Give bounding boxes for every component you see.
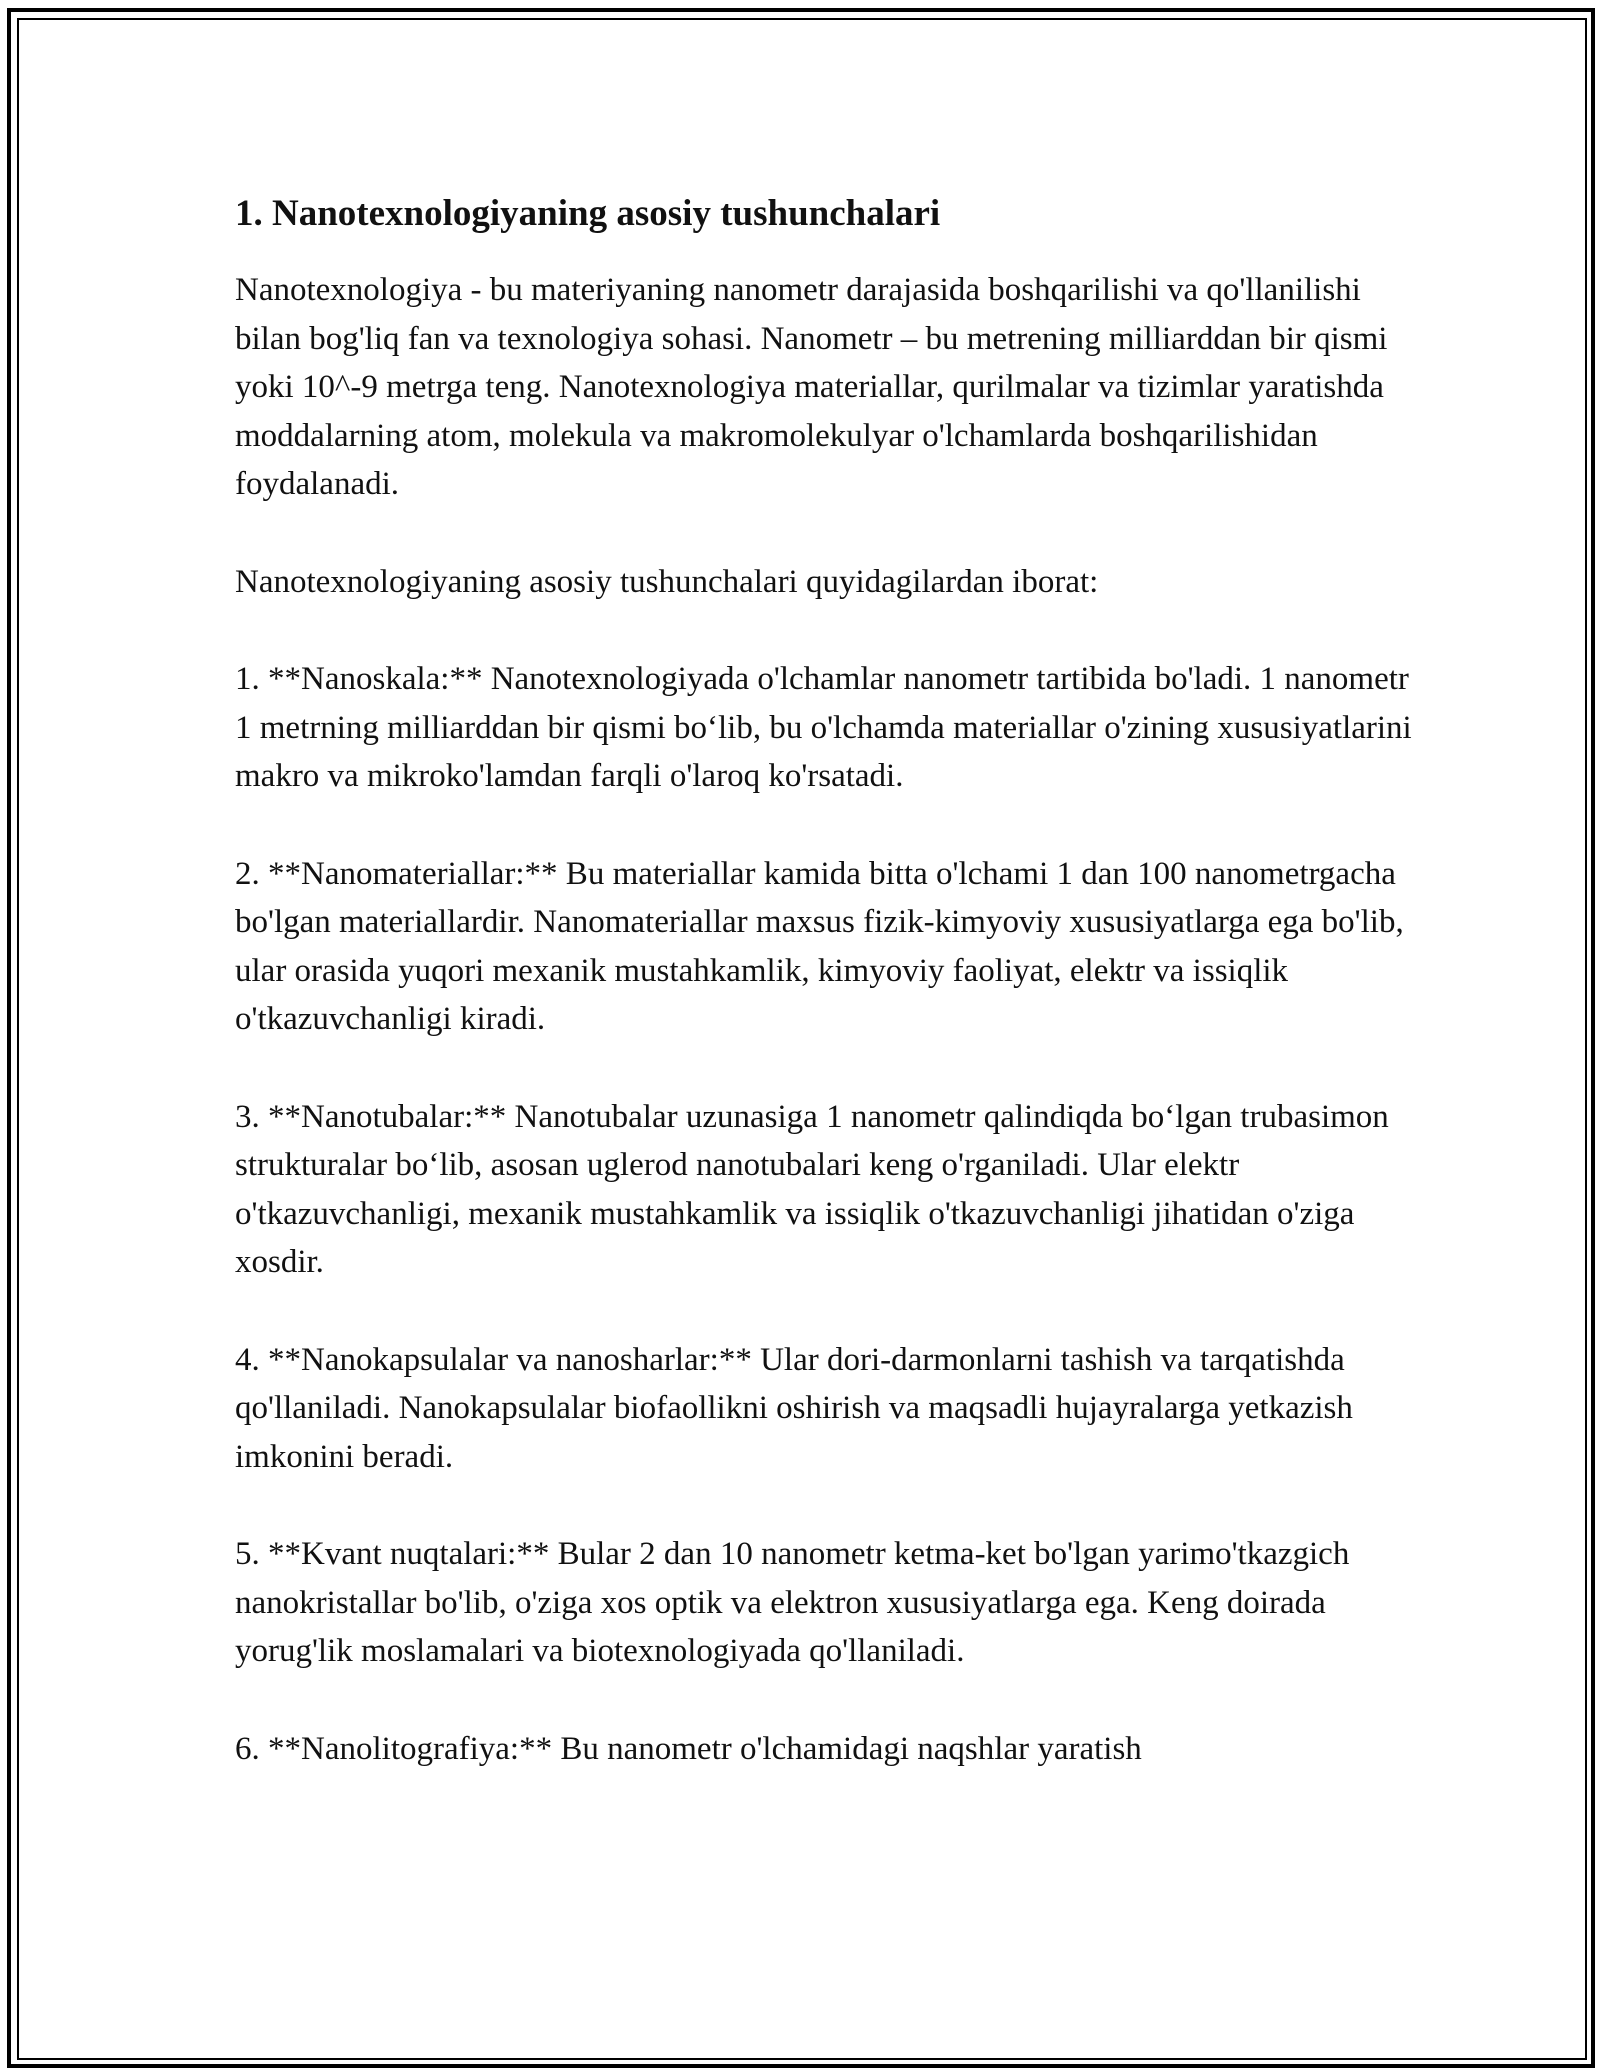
document-body <box>235 190 1415 1773</box>
list-item-nanokapsulalar: 4. **Nanokapsulalar va nanosharlar:** Ular dori-darmonlarni tashish va tarqatishda qo'llaniladi. Nanokapsulalar biofaollikni oshirish va maqsadli hujayralarga yetkazish imkonini beradi. <box>235 1341 1353 1475</box>
list-item-nanolitografiya: 6. **Nanolitografiya:** Bu nanometr o'lchamidagi naqshlar yaratish <box>235 1730 1142 1767</box>
document-title: 1. Nanotexnologiyaning asosiy tushunchalari <box>235 193 941 234</box>
list-item-kvant-nuqtalari: 5. **Kvant nuqtalari:** Bular 2 dan 10 nanometr ketma-ket bo'lgan yarimo'tkazgich nanokristallar bo'lib, o'ziga xos optik va elektron xususiyatlarga ega. Keng doirada yorug'lik moslamalari va biotexnologiyada qo'llaniladi. <box>235 1536 1350 1669</box>
list-item-nanomateriallar: 2. **Nanomateriallar:** Bu materiallar kamida bitta o'lchami 1 dan 100 nanometrgacha bo'lgan materiallardir. Nanomateriallar maxsus fizik-kimyoviy xususiyatlarga ega bo'lib, ular orasida yuqori mexanik mustahkamlik, kimyoviy faoliyat, elektr va issiqlik o'tkazuvchanligi kiradi. <box>235 855 1404 1037</box>
list-item-nanoskala: 1. **Nanoskala:** Nanotexnologiyada o'lchamlar nanometr tartibida bo'ladi. 1 nanometr 1 metrning milliarddan bir qismi bo‘lib, bu o'lchamda materiallar o'zining xususiyatlarini makro va mikroko'lamdan farqli o'laroq ko'rsatadi. <box>235 661 1412 794</box>
lead-paragraph: Nanotexnologiyaning asosiy tushunchalari quyidagilardan iborat: <box>235 563 1099 600</box>
list-item-nanotubalar: 3. **Nanotubalar:** Nanotubalar uzunasiga 1 nanometr qalindiqda bo‘lgan trubasimon strukturalar bo‘lib, asosan uglerod nanotubalari keng o'rganiladi. Ular elektr o'tkazuvchanligi, mexanik mustahkamlik va issiqlik o'tkazuvchanligi jihatidan o'ziga xosdir. <box>235 1098 1389 1280</box>
intro-paragraph: Nanotexnologiya - bu materiyaning nanometr darajasida boshqarilishi va qo'llanilishi bilan bog'liq fan va texnologiya sohasi. Nanometr – bu metrening milliarddan bir qismi yoki 10^-9 metrga teng. Nanotexnologiya materiallar, qurilmalar va tizimlar yaratishda moddalarning atom, molekula va makromolekulyar o'lchamlarda boshqarilishidan foydalanadi. <box>235 272 1388 502</box>
